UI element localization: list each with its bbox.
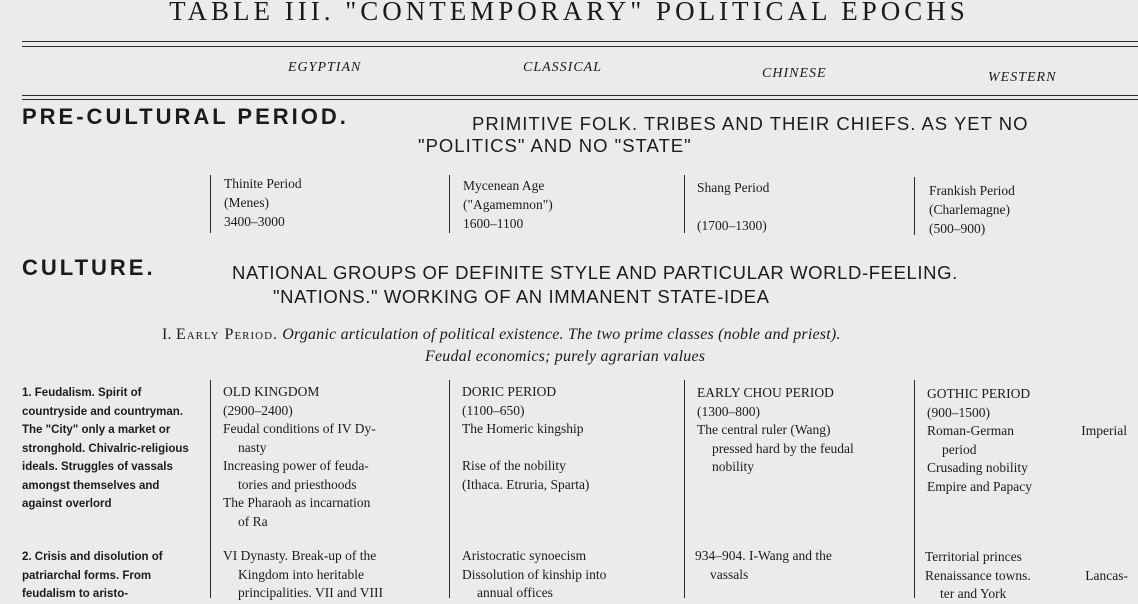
row-label-crisis: 2. Crisis and disolution of patriarchal forms. From feudalism to aristo-	[22, 551, 163, 600]
cell-line: tories and priesthoods	[238, 476, 357, 492]
row1-egyptian-cell	[223, 383, 435, 531]
early-period-heading	[162, 326, 841, 344]
cell-line: of Ra	[238, 513, 268, 529]
pre-cultural-desc-line2: "POLITICS" AND NO "STATE"	[418, 135, 692, 156]
row-label-feudalism: 1. Feudalism. Spirit of countryside and countryman. The "City" only a market or stronghold. Chivalric-religious ideals. Struggles of vassals amongst themselves and against overlord	[22, 387, 189, 510]
period-ruler	[697, 197, 769, 216]
culture-desc-line2: "NATIONS." WORKING OF AN IMMANENT STATE-IDEA	[273, 286, 770, 307]
header-rule-top	[22, 95, 1138, 96]
row2-classical-cell	[462, 547, 674, 603]
cell-line: Lancas-	[1085, 567, 1128, 583]
column-header-classical: CLASSICAL	[523, 60, 603, 75]
column-divider	[684, 380, 685, 598]
cell-line: Crusading nobility	[927, 460, 1028, 475]
column-divider	[449, 175, 450, 233]
row2-egyptian-cell	[223, 547, 435, 603]
cell-line: (900–1500)	[927, 404, 990, 420]
cell-line: Imperial	[1081, 423, 1127, 438]
title-rule-bottom	[22, 46, 1138, 47]
cell-line: VI Dynasty. Break-up of the	[223, 548, 377, 563]
period-name: Mycenean Age	[463, 178, 545, 193]
early-period-name: Early Period.	[175, 326, 279, 343]
cell-line: Increasing power of feuda-	[223, 458, 369, 473]
row1-western-cell	[927, 385, 1127, 496]
period-dates: (1700–1300)	[697, 218, 767, 233]
culture-desc-line1: NATIONAL GROUPS OF DEFINITE STYLE AND PARTICULAR WORLD-FEELING.	[232, 262, 958, 283]
period-name: Frankish Period	[929, 183, 1015, 198]
header-rule-bottom	[22, 99, 1138, 100]
column-divider	[914, 380, 915, 598]
early-period-desc-line2	[425, 348, 705, 366]
row2-chinese-cell	[695, 547, 899, 584]
cell-line: (Ithaca. Etruria, Sparta)	[462, 476, 590, 492]
cell-line: Territorial princes	[925, 549, 1022, 564]
cell-line: EARLY CHOU PERIOD	[697, 385, 834, 400]
cell-line: GOTHIC PERIOD	[927, 386, 1031, 401]
cell-line: (1100–650)	[462, 402, 525, 418]
early-period-numeral: I.	[162, 326, 172, 343]
cell-line: The Homeric kingship	[462, 421, 584, 436]
period-ruler: (Charlemagne)	[929, 202, 1010, 217]
cell-line: (1300–800)	[697, 403, 760, 419]
period-dates: 1600–1100	[463, 216, 524, 231]
cell-line	[462, 439, 674, 458]
pre-cultural-egyptian	[224, 174, 302, 231]
row2-western-cell	[925, 548, 1128, 604]
column-divider	[210, 380, 211, 598]
cell-line: period	[942, 441, 977, 457]
row1-chinese-cell	[697, 384, 901, 477]
period-dates: 3400–3000	[224, 214, 285, 229]
column-divider	[914, 177, 915, 235]
period-ruler: ("Agamemnon")	[463, 197, 553, 212]
culture-label: CULTURE.	[22, 255, 156, 280]
early-period-economics: Feudal economics; purely agrarian values	[425, 348, 706, 365]
cell-line: The central ruler (Wang)	[697, 422, 831, 437]
early-period-desc: Organic articulation of political existence. The two prime classes (noble and priest).	[282, 326, 841, 343]
title-rule-top	[22, 41, 1138, 42]
cell-line: principalities. VII and VIII	[238, 585, 383, 600]
column-header-chinese: CHINESE	[762, 66, 827, 81]
table-title: TABLE III. "CONTEMPORARY" POLITICAL EPOCHS	[169, 0, 969, 26]
pre-cultural-label: PRE-CULTURAL PERIOD.	[22, 104, 349, 129]
period-name: Thinite Period	[224, 176, 302, 191]
cell-line: Dissolution of kinship into	[462, 566, 607, 582]
cell-line: Empire and Papacy	[927, 478, 1032, 494]
column-divider	[210, 175, 211, 233]
column-divider	[684, 175, 685, 233]
cell-line: 934–904. I-Wang and the	[695, 548, 832, 563]
cell-line: annual offices	[477, 585, 553, 600]
cell-line: Roman-German	[927, 423, 1014, 438]
cell-line: Feudal conditions of IV Dy-	[223, 421, 376, 436]
pre-cultural-desc-line1: PRIMITIVE FOLK. TRIBES AND THEIR CHIEFS. AS YET NO	[472, 113, 1029, 134]
period-dates: (500–900)	[929, 221, 986, 236]
cell-line: pressed hard by the feudal	[712, 440, 854, 456]
cell-line: Rise of the nobility	[462, 458, 566, 473]
pre-cultural-classical	[463, 176, 553, 233]
column-header-egyptian: EGYPTIAN	[288, 60, 362, 75]
cell-line: Aristocratic synoecism	[462, 548, 587, 563]
cell-line: vassals	[710, 566, 749, 582]
pre-cultural-western	[929, 181, 1015, 238]
cell-line: ter and York	[940, 586, 1007, 601]
cell-line: Kingdom into heritable	[238, 566, 364, 582]
cell-line: Renaissance towns.	[925, 567, 1031, 583]
cell-line: DORIC PERIOD	[462, 384, 557, 399]
pre-cultural-chinese	[697, 178, 769, 235]
cell-line: OLD KINGDOM	[223, 384, 320, 399]
period-name: Shang Period	[697, 180, 770, 195]
cell-line: nobility	[712, 459, 755, 474]
column-header-western: WESTERN	[988, 70, 1057, 85]
column-divider	[449, 380, 450, 598]
period-ruler: (Menes)	[224, 195, 269, 210]
row1-classical-cell	[462, 383, 674, 494]
cell-line: The Pharaoh as incarnation	[223, 495, 371, 510]
cell-line: nasty	[238, 439, 267, 455]
cell-line: (2900–2400)	[223, 402, 293, 418]
